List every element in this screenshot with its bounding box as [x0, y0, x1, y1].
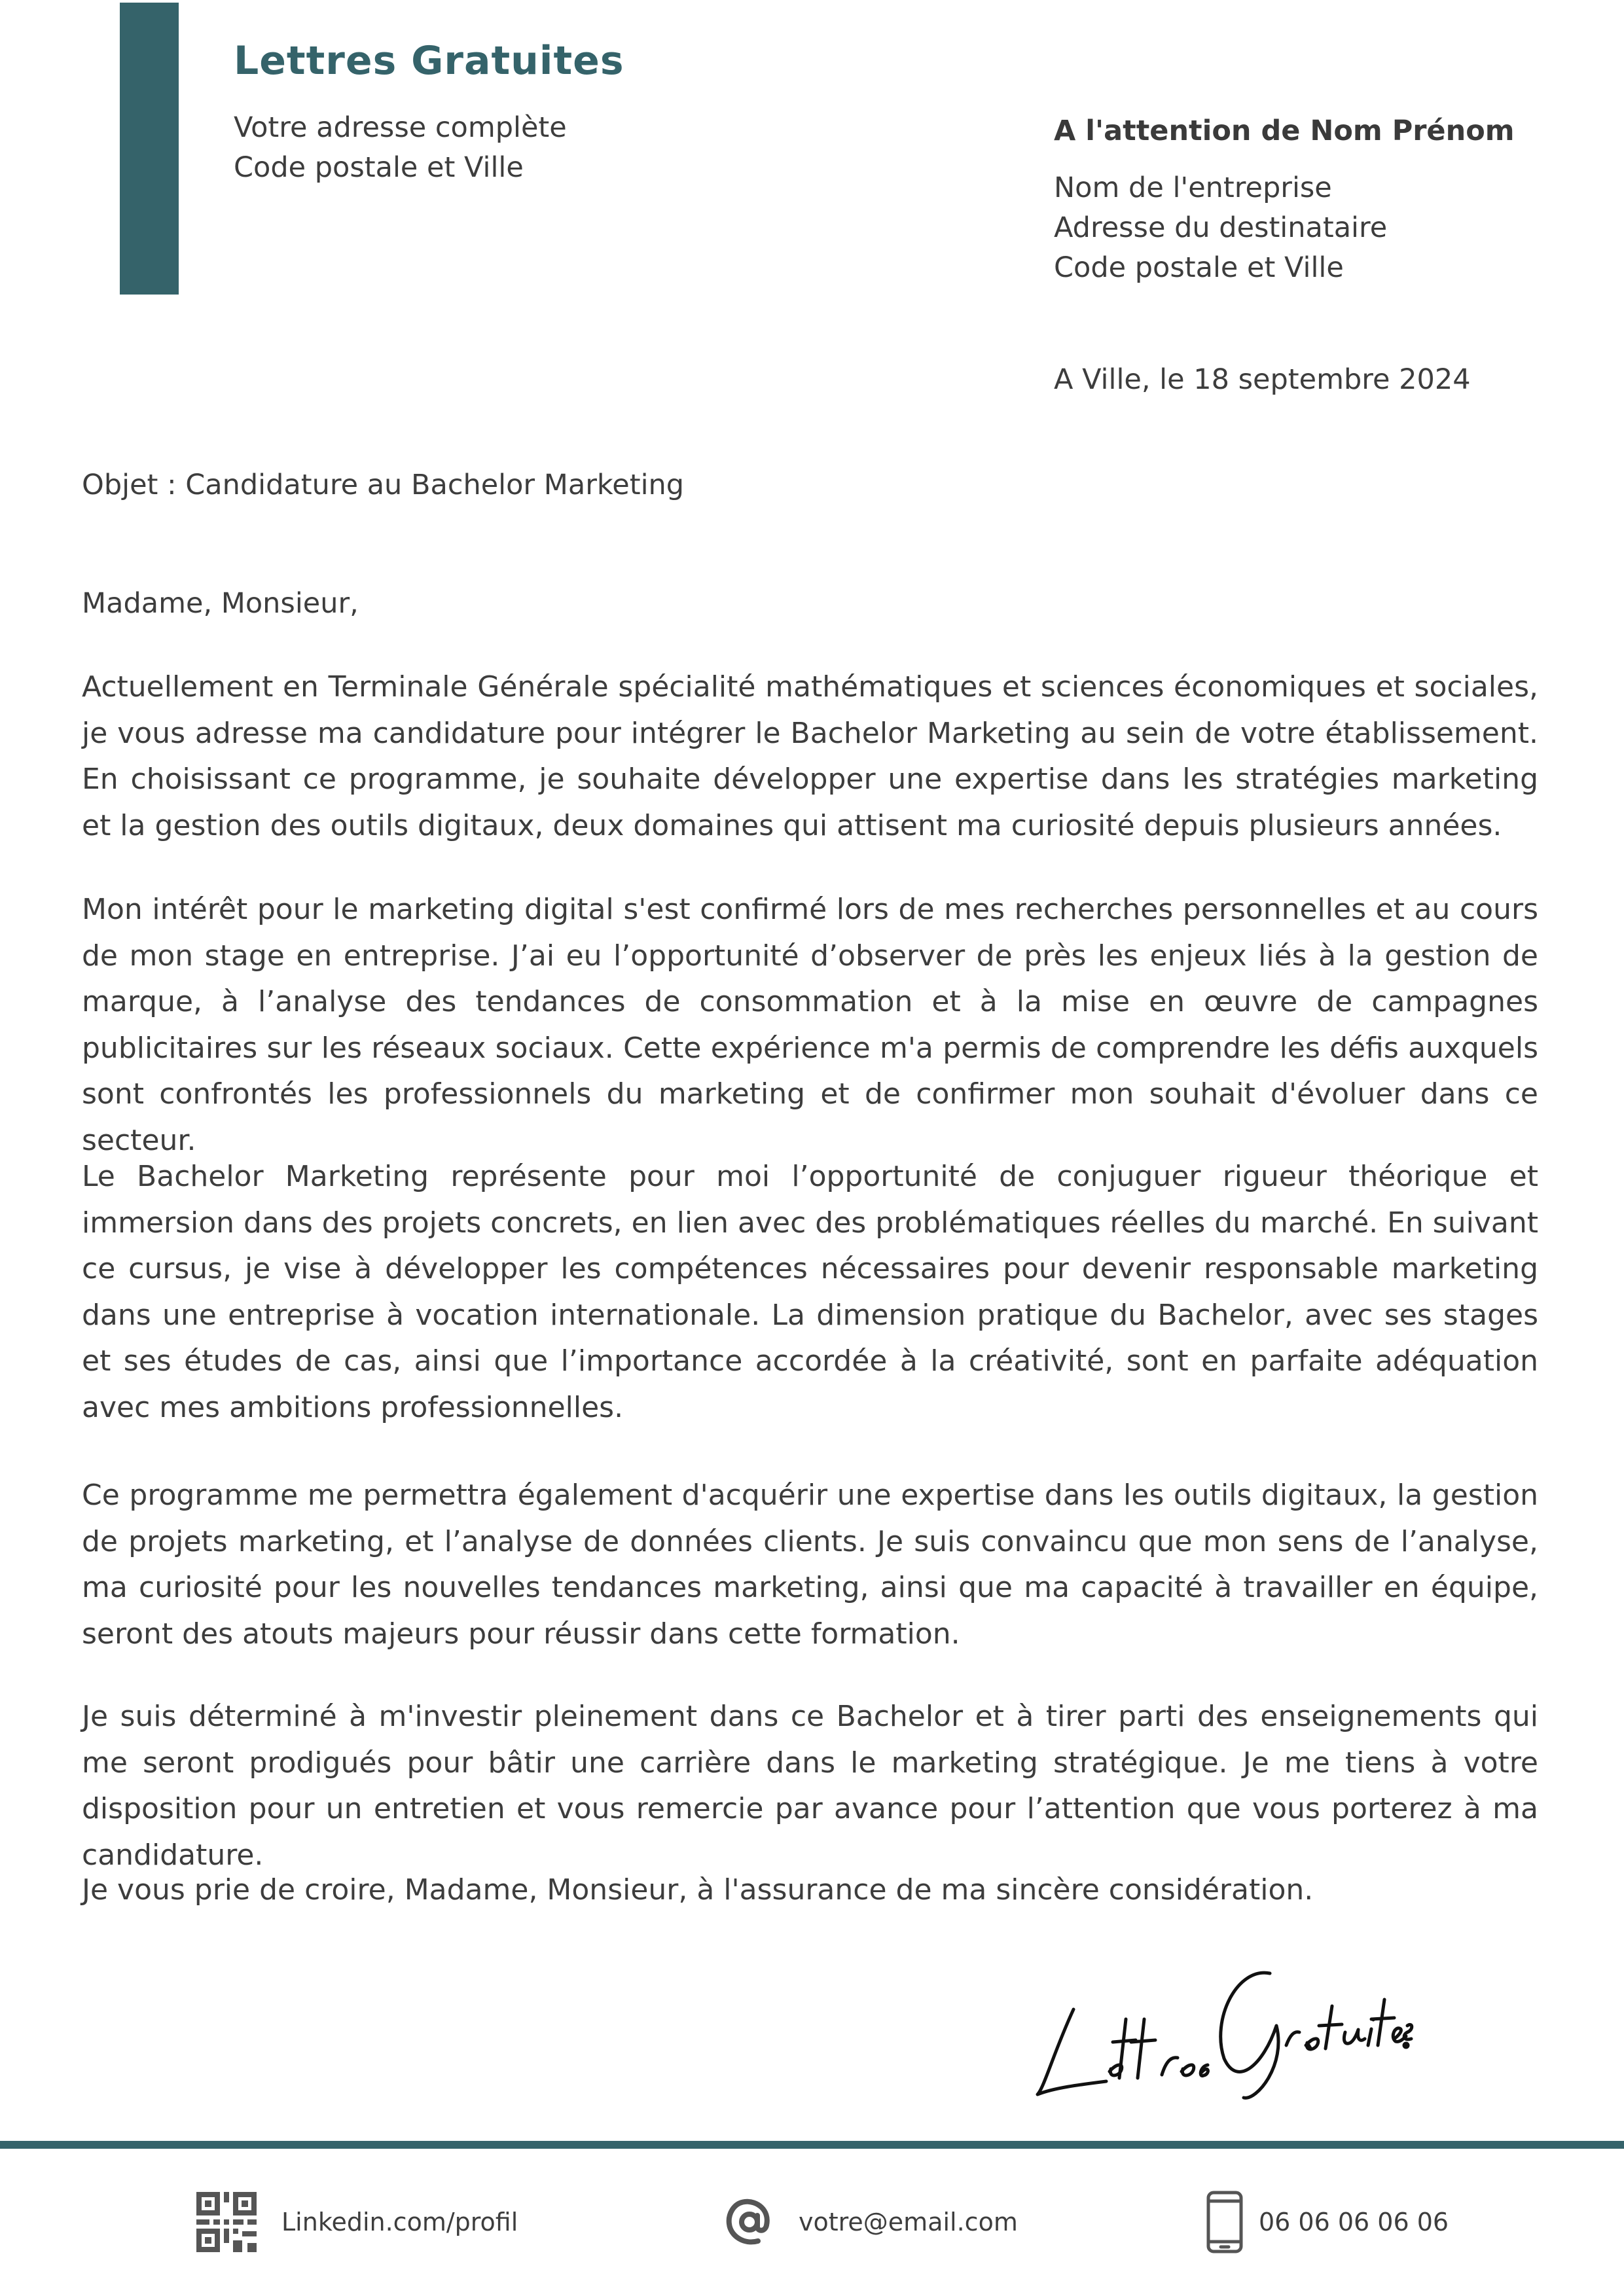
phone-icon — [1206, 2191, 1243, 2253]
sender-address: Votre adresse complète — [234, 111, 567, 144]
body-paragraph-4: Ce programme me permettra également d'acquérir une expertise dans les outils digitaux, la gestion de projets marketing, et l’analyse de données clients. Je suis convaincu que mon sens de l’analyse, ma curiosité pour les nouvelles tendances marketing, ainsi que ma capacité à travailler en équipe, seront des atouts majeurs pour réussir dans cette formation. — [82, 1479, 1538, 1651]
phone-text[interactable]: 06 06 06 06 06 — [1259, 2208, 1449, 2236]
footer-divider — [0, 2141, 1624, 2149]
body-paragraph-1: Actuellement en Terminale Générale spécialité mathématiques et sciences économiques et sociales, je vous adresse ma candidature pour intégrer le Bachelor Marketing au sein de votre établissement. En choisissant ce programme, je souhaite développer une expertise dans les stratégies marketing et la gestion des outils digitaux, deux domaines qui attisent ma curiosité depuis plusieurs années. — [82, 670, 1538, 842]
recipient-address: Adresse du destinataire — [1054, 211, 1388, 244]
sender-name: Lettres Gratuites — [234, 38, 624, 84]
qr-code-icon — [196, 2192, 257, 2252]
body-paragraph-3: Le Bachelor Marketing représente pour moi l’opportunité de conjuguer rigueur théorique et immersion dans des projets concrets, en lien avec des problématiques réelles du marché. En suivant ce cursus, je vise à développer les compétences nécessaires pour devenir responsable marketing dans une entreprise à vocation internationale. La dimension pratique du Bachelor, avec ses stages et ses études de cas, ainsi que l’importance accordée à la créativité, sont en parfaite adéquation avec mes ambitions professionnelles. — [82, 1160, 1538, 1424]
closing-paragraph: Je vous prie de croire, Madame, Monsieur, à l'assurance de ma sincère considération. — [82, 1873, 1314, 1907]
footer-phone — [1206, 2189, 1449, 2255]
header-accent-bar — [120, 3, 179, 295]
recipient-city: Code postale et Ville — [1054, 251, 1344, 284]
at-sign-icon — [725, 2198, 774, 2246]
letter-date: A Ville, le 18 septembre 2024 — [1054, 363, 1471, 396]
letter-subject: Objet : Candidature au Bachelor Marketing — [82, 469, 685, 501]
recipient-company: Nom de l'entreprise — [1054, 171, 1332, 204]
body-paragraph-5: Je suis déterminé à m'investir pleinement dans ce Bachelor et à tirer parti des enseignements qui me seront prodigués pour bâtir une carrière dans le marketing stratégique. Je me tiens à votre disposition pour un entretien et vous remercie par avance pour l’attention que vous porterez à ma candidature. — [82, 1700, 1538, 1872]
footer-email — [725, 2189, 1018, 2255]
recipient-attention: A l'attention de Nom Prénom — [1054, 115, 1515, 147]
email-text[interactable]: votre@email.com — [799, 2208, 1018, 2236]
linkedin-text[interactable]: Linkedin.com/profil — [281, 2208, 518, 2236]
signature-image — [1028, 1947, 1414, 2104]
sender-city: Code postale et Ville — [234, 151, 524, 184]
body-paragraph-2: Mon intérêt pour le marketing digital s'est confirmé lors de mes recherches personnelles et au cours de mon stage en entreprise. J’ai eu l’opportunité d’observer de près les enjeux liés à la gestion de marque, à l’analyse des tendances de consommation et à la mise en œuvre de campagnes publicitaires sur les réseaux sociaux. Cette expérience m'a permis de comprendre les défis auxquels sont confrontés les professionnels du marketing et de confirmer mon souhait d'évoluer dans ce secteur. — [82, 893, 1538, 1157]
footer-linkedin — [196, 2189, 518, 2255]
salutation: Madame, Monsieur, — [82, 587, 359, 620]
